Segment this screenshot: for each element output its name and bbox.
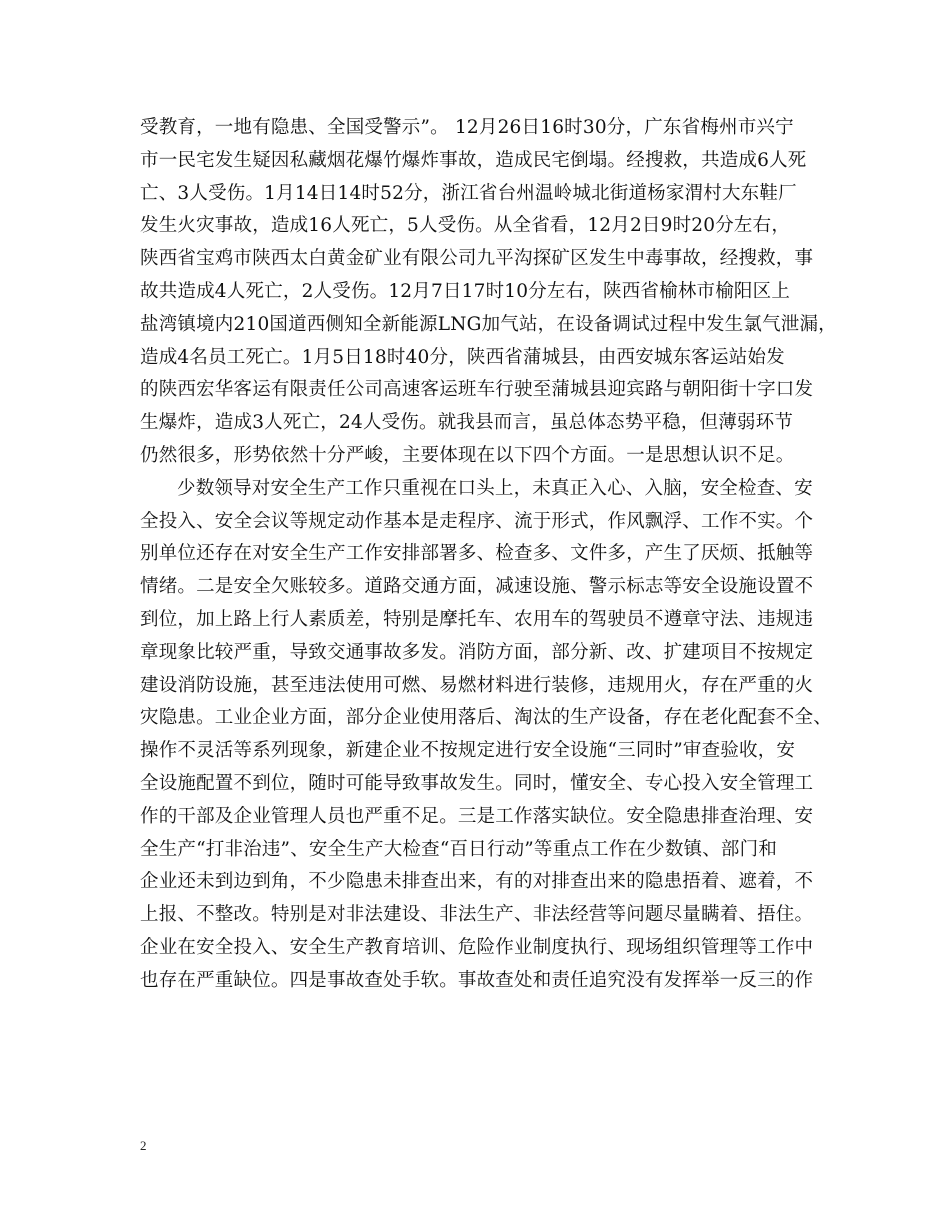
text-line: 陕西省宝鸡市陕西太白黄金矿业有限公司九平沟探矿区发生中毒事故，经搜救，事 [140, 248, 814, 270]
text-line: 全生产“打非治违”、安全生产大检查“百日行动”等重点工作在少数镇、部门和 [140, 838, 778, 860]
text-line: 造成4名员工死亡。1月5日18时40分，陕西省蒲城县，由西安城东客运站始发 [140, 346, 785, 368]
paragraph-start-line: 少数领导对安全生产工作只重视在口头上，未真正入心、入脑，安全检查、安 [177, 477, 813, 499]
text-line: 企业在安全投入、安全生产教育培训、危险作业制度执行、现场组织管理等工作中 [140, 936, 814, 958]
text-line: 发生火灾事故，造成16人死亡，5人受伤。从全省看，12月2日9时20分左右， [140, 215, 791, 237]
text-line: 市一民宅发生疑因私藏烟花爆竹爆炸事故，造成民宅倒塌。经搜救，共造成6人死 [140, 149, 807, 171]
page-number: 2 [140, 1138, 147, 1153]
text-line: 操作不灵活等系列现象，新建企业不按规定进行安全设施“三同时”审查验收，安 [140, 740, 796, 762]
text-line: 作的干部及企业管理人员也严重不足。三是工作落实缺位。安全隐患排查治理、安 [140, 805, 814, 827]
text-line: 企业还未到边到角，不少隐患未排查出来，有的对排查出来的隐患捂着、遮着，不 [140, 871, 814, 893]
body-text [140, 112, 837, 998]
text-line: 也存在严重缺位。四是事故查处手软。事故查处和责任追究没有发挥举一反三的作 [140, 969, 814, 991]
text-line: 建设消防设施，甚至违法使用可燃、易燃材料进行装修，违规用火，存在严重的火 [140, 674, 814, 696]
text-line: 生爆炸，造成3人死亡，24人受伤。就我县而言，虽总体态势平稳，但薄弱环节 [140, 412, 794, 434]
text-line: 的陕西宏华客运有限责任公司高速客运班车行驶至蒲城县迎宾路与朝阳街十字口发 [140, 379, 814, 401]
text-line: 盐湾镇境内210国道西侧知全新能源LNG加气站，在设备调试过程中发生氯气泄漏， [140, 313, 837, 335]
text-line: 亡、3人受伤。1月14日14时52分，浙江省台州温岭城北街道杨家渭村大东鞋厂 [140, 182, 797, 204]
text-line: 仍然很多，形势依然十分严峻，主要体现在以下四个方面。一是思想认识不足。 [140, 444, 795, 466]
text-line: 到位，加上路上行人素质差，特别是摩托车、农用车的驾驶员不遵章守法、违规违 [140, 608, 814, 630]
text-line: 情绪。二是安全欠账较多。道路交通方面，减速设施、警示标志等安全设施设置不 [140, 576, 814, 598]
text-line: 灾隐患。工业企业方面，部分企业使用落后、淘汰的生产设备，存在老化配套不全、 [140, 707, 832, 729]
text-line: 故共造成4人死亡，2人受伤。12月7日17时10分左右，陕西省榆林市榆阳区上 [140, 280, 791, 302]
text-line: 受教育，一地有隐患、全国受警示”。 12月26日16时30分，广东省梅州市兴宁 [140, 117, 794, 138]
text-line: 全投入、安全会议等规定动作基本是走程序、流于形式，作风飘浮、工作不实。个 [140, 510, 814, 532]
text-line: 上报、不整改。特别是对非法建设、非法生产、非法经营等问题尽量瞒着、捂住。 [140, 904, 814, 926]
text-line: 章现象比较严重，导致交通事故多发。消防方面，部分新、改、扩建项目不按规定 [140, 641, 814, 663]
text-line: 别单位还存在对安全生产工作安排部署多、检查多、文件多，产生了厌烦、抵触等 [140, 543, 814, 565]
text-line: 全设施配置不到位，随时可能导致事故发生。同时，懂安全、专心投入安全管理工 [140, 772, 814, 794]
